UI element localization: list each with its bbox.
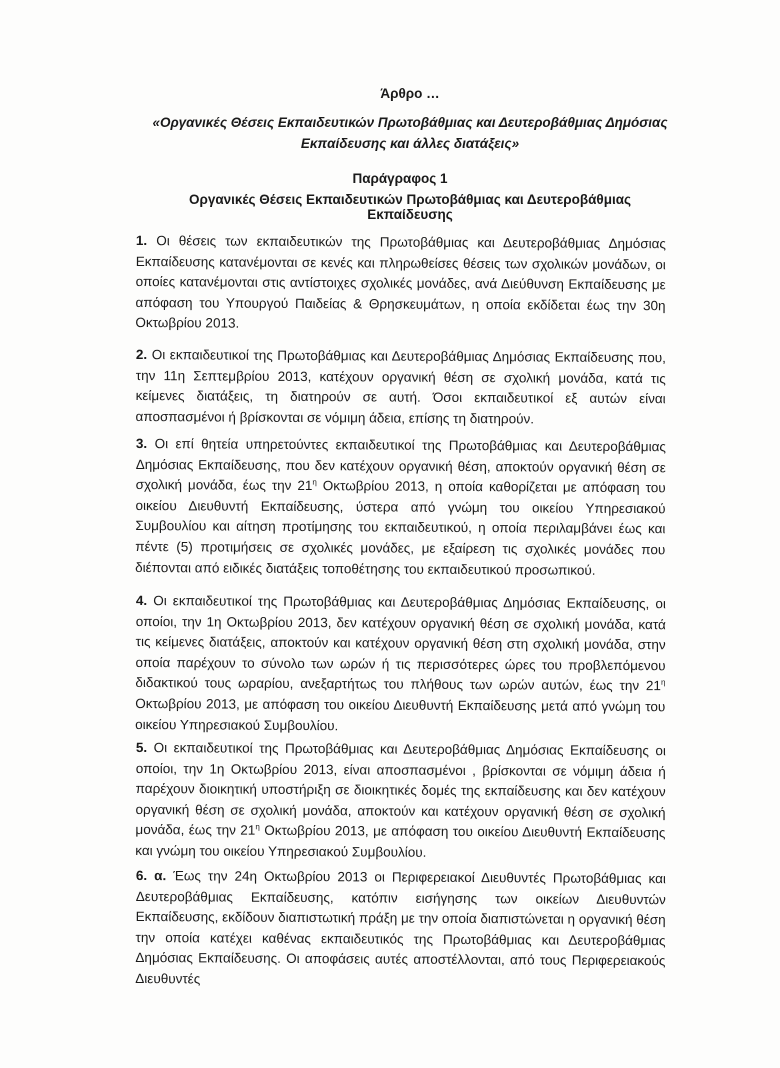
paragraph-number: 2. [135, 346, 148, 363]
paragraph-number: 4. [135, 592, 148, 609]
paragraph-number: 5. [135, 739, 148, 756]
paragraph-text: Οι εκπαιδευτικοί της Πρωτοβάθμιας και Δευτεροβάθμιας Δημόσιας Εκπαίδευσης οι οποίοι, την 1η Οκτωβρίου 2013, είναι αποσπασμένοι , βρίσκονται σε νόμιμη άδεια ή παρέχουν διοικητική υποστήριξη σε διοικητικές δομές της εκπαίδευσης και δεν κατέχουν οργανική θέση σε σχολική μονάδα, αποκτούν και κατέχουν οργανική θέση σε σχολική μονάδα, έως την 21 [135, 740, 666, 839]
paragraph-number: 3. [135, 435, 148, 452]
paragraph-subheading: Οργανικές Θέσεις Εκπαιδευτικών Πρωτοβάθμιας και Δευτεροβάθμιας Εκπαίδευσης [188, 192, 632, 222]
paragraph-1 [135, 231, 666, 337]
paragraph-text: Οι επί θητεία υπηρετούντες εκπαιδευτικοί της Πρωτοβάθμιας και Δευτεροβάθμιας Δημόσιας Εκπαίδευσης, που δεν κατέχουν οργανική θέση, αποκτούν οργανική θέση σε σχολική μονάδα, έως την 21 [135, 436, 666, 494]
paragraph-text-continued: Οκτωβρίου 2013, με απόφαση του οικείου Διευθυντή Εκπαίδευσης και γνώμη του οικείου Υπηρεσιακού Συμβουλίου. [135, 823, 666, 860]
paragraph-2 [135, 345, 665, 431]
paragraph-text: Οι θέσεις των εκπαιδευτικών της Πρωτοβάθμιας και Δευτεροβάθμιας Δημόσιας Εκπαίδευσης κατανέμονται σε κενές και πληρωθείσες θέσεις των σχολικών μονάδων, οι οποίες κατανέμονται στις αντίστοιχες σχολικές μονάδες, ανά Διεύθυνση Εκπαίδευσης με απόφαση του Υπουργού Παιδείας & Θρησκευμάτων, η οποία εκδίδεται έως την 30η Οκτωβρίου 2013. [135, 233, 666, 332]
paragraph-number: 6. α. [135, 867, 167, 884]
paragraph-4 [135, 591, 666, 738]
paragraph-3 [135, 434, 666, 581]
paragraph-text-continued: Οκτωβρίου 2013, με απόφαση του οικείου Διευθυντή Εκπαίδευσης μετά από γνώμη του οικείου Υπηρεσιακού Συμβουλίου. [135, 695, 666, 733]
paragraph-text: Έως την 24η Οκτωβρίου 2013 οι Περιφερειακοί Διευθυντές Πρωτοβάθμιας και Δευτεροβάθμιας Εκπαίδευσης, κατόπιν εισήγησης των οικείων Διευθυντών Εκπαίδευσης, εκδίδουν διαπιστωτική πράξη με την οποία διαπιστώνεται η οργανική θέση την οποία κατέχει καθένας εκπαιδευτικός της Πρωτοβάθμιας και Δευτεροβάθμιας Δημόσιας Εκπαίδευσης. Οι αποφάσεις αυτές αποστέλλονται, από τους Περιφερειακούς Διευθυντές [135, 868, 666, 987]
article-subtitle: «Οργανικές Θέσεις Εκπαιδευτικών Πρωτοβάθμιας και Δευτεροβάθμιας Δημόσιας Εκπαίδευσης και άλλες διατάξεις» [152, 115, 668, 151]
paragraph-text: Οι εκπαιδευτικοί της Πρωτοβάθμιας και Δευτεροβάθμιας Δημόσιας Εκπαίδευσης που, την 11η Σεπτεμβρίου 2013, κατέχουν οργανική θέση σε σχολική μονάδα, κατά τις κείμενες διατάξεις, τη διατηρούν σε αυτή. Όσοι εκπαιδευτικοί εξ αυτών είναι αποσπασμένοι ή βρίσκονται σε νόμιμη άδεια, επίσης τη διατηρούν. [135, 347, 666, 427]
paragraph-5 [135, 738, 666, 865]
paragraph-heading: Παράγραφος 1 [352, 171, 448, 186]
paragraph-6 [135, 866, 666, 993]
article-title: Άρθρο … [380, 86, 440, 101]
ordinal-superscript: η [660, 678, 666, 688]
paragraph-number: 1. [135, 232, 148, 249]
paragraph-text-continued: Οκτωβρίου 2013, η οποία καθορίζεται με απόφαση του οικείου Διευθυντή Εκπαίδευσης, ύστερα από γνώμη του οικείου Υπηρεσιακού Συμβουλίου και αίτηση προτίμησης του εκπαιδευτικού, η οποία περιλαμβάνει έως και πέντε (5) προτιμήσεις σε σχολικές μονάδες, με εξαίρεση τις σχολικές μονάδες που διέπονται από ειδικές διατάξεις τοποθέτησης του εκπαιδευτικού προσωπικού. [135, 478, 666, 578]
paragraph-text: Οι εκπαιδευτικοί της Πρωτοβάθμιας και Δευτεροβάθμιας Δημόσιας Εκπαίδευσης, οι οποίοι, την 1η Οκτωβρίου 2013, δεν κατέχουν οργανική θέση σε σχολική μονάδα, κατά τις κείμενες διατάξεις, αποκτούν και κατέχουν οργανική θέση στη σχολική μονάδα, στην οποία παρέχουν το σύνολο των ωρών ή τις περισσότερες ώρες του προβλεπόμενου διδακτικού τους ωραρίου, ανεξαρτήτως του πλήθους των ωρών αυτών, έως την 21 [135, 593, 666, 694]
ordinal-superscript: η [312, 477, 317, 487]
ordinal-superscript: η [255, 822, 260, 832]
